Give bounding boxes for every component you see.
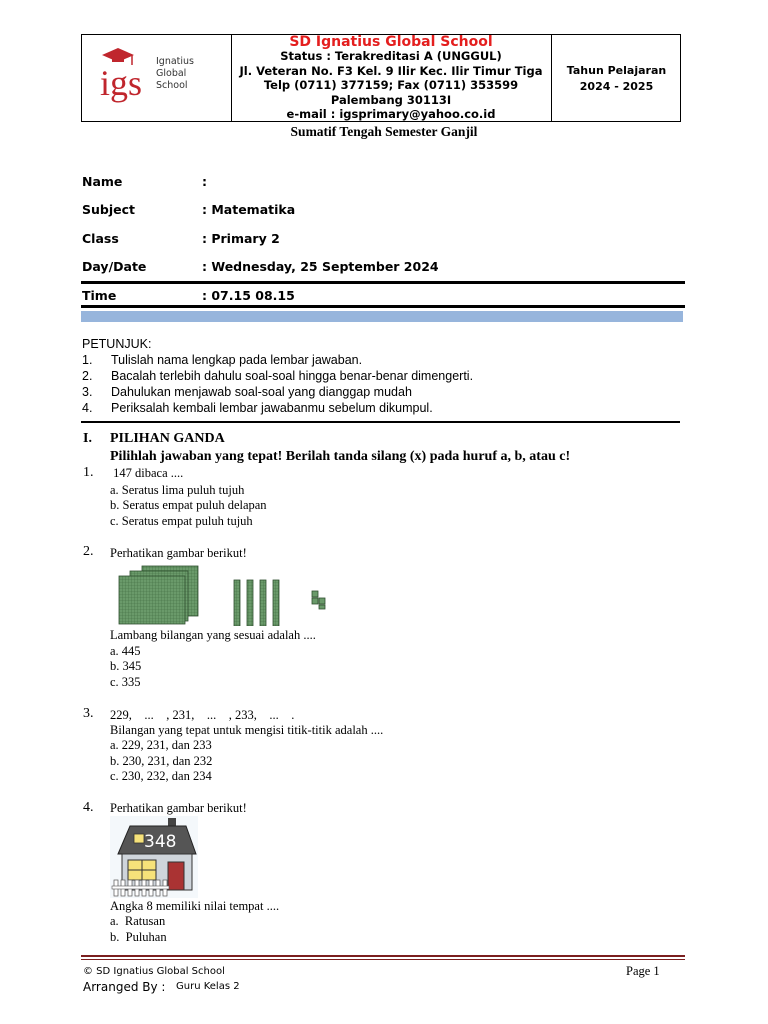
school-phone: Telp (0711) 377159; Fax (0711) 353599 [263, 78, 519, 92]
option: c. Seratus empat puluh tujuh [110, 514, 253, 528]
instructions [82, 336, 473, 416]
tens-rods [234, 580, 279, 626]
option: b. 230, 231, dan 232 [110, 754, 213, 768]
exam-title: Sumatif Tengah Semester Ganjil [290, 124, 478, 139]
option: a. 229, 231, dan 233 [110, 738, 212, 752]
school-name: SD Ignatius Global School [289, 34, 493, 50]
instruction-item: 2. Bacalah terlebih dahulu soal-soal hingga benar-benar dimengerti. [82, 369, 474, 383]
section-number: I. [83, 431, 92, 446]
divider [81, 281, 685, 284]
base-ten-blocks-image [116, 564, 336, 626]
school-city: Palembang 30113I [330, 92, 452, 107]
instruction-item: 4. Periksalah kembali lembar jawabanmu sebelum dikumpul. [82, 401, 433, 415]
question-number: 1. [83, 465, 94, 480]
footer-arranged-value: Guru Kelas 2 [176, 981, 240, 992]
svg-text:Global: Global [156, 68, 187, 79]
school-header [81, 34, 681, 122]
section-instruction: Pilihlah jawaban yang tepat! Berilah tanda silang (x) pada huruf a, b, atau c! [110, 449, 571, 464]
school-address: Jl. Veteran No. F3 Kel. 9 Ilir Kec. Ilir Timur Tiga [239, 63, 543, 78]
instruction-item: 3. Dahulukan menjawab soal-soal yang dianggap mudah [82, 385, 412, 399]
svg-text:Ignatius: Ignatius [156, 56, 195, 67]
house-number: 348 [144, 832, 177, 852]
school-logo [82, 35, 232, 121]
divider [81, 305, 685, 308]
question-stem: Perhatikan gambar berikut! [110, 546, 247, 560]
divider [81, 421, 680, 423]
option: c. 335 [110, 675, 141, 689]
footer-rule [81, 955, 685, 957]
blue-band [81, 311, 683, 322]
question-number: 3. [83, 706, 94, 721]
footer-rule [81, 959, 685, 960]
question-prompt: Bilangan yang tepat untuk mengisi titik-titik adalah .... [110, 723, 384, 737]
footer-arranged-label: Arranged By : [83, 980, 166, 994]
question-stem: 229, ... , 231, ... , 233, ... . [110, 708, 295, 722]
instructions-title: PETUNJUK: [82, 337, 152, 351]
option: c. 230, 232, dan 234 [110, 769, 212, 783]
question-number: 4. [83, 800, 94, 815]
ones-cubes [312, 591, 325, 609]
academic-year [551, 35, 681, 121]
year-value: 2024 - 2025 [579, 80, 654, 93]
page-number: Page 1 [626, 964, 660, 978]
question-stem: 147 dibaca .... [110, 466, 184, 480]
question-prompt: Angka 8 memiliki nilai tempat .... [110, 899, 280, 913]
instruction-item: 1. Tulislah nama lengkap pada lembar jawaban. [82, 353, 363, 367]
school-info [231, 35, 551, 121]
option: a. Ratusan [110, 914, 166, 928]
year-label: Tahun Pelajaran [566, 64, 667, 77]
section-title: PILIHAN GANDA [110, 431, 225, 446]
question-stem: Perhatikan gambar berikut! [110, 801, 247, 815]
svg-text:School: School [156, 80, 188, 91]
option: a. 445 [110, 644, 141, 658]
option: b. Seratus empat puluh delapan [110, 498, 267, 512]
logo-text: igs [100, 63, 143, 103]
question-prompt: Lambang bilangan yang sesuai adalah .... [110, 628, 316, 642]
hundreds-flats [119, 566, 198, 624]
school-email: e-mail : igsprimary@yahoo.co.id [286, 107, 496, 121]
house-image [110, 816, 198, 898]
school-status: Status : Terakreditasi A (UNGGUL) [280, 49, 502, 63]
option: b. 345 [110, 659, 142, 673]
option: a. Seratus lima puluh tujuh [110, 483, 245, 497]
question-number: 2. [83, 544, 94, 559]
option: b. Puluhan [110, 930, 167, 944]
footer-copyright: © SD Ignatius Global School [83, 966, 225, 977]
